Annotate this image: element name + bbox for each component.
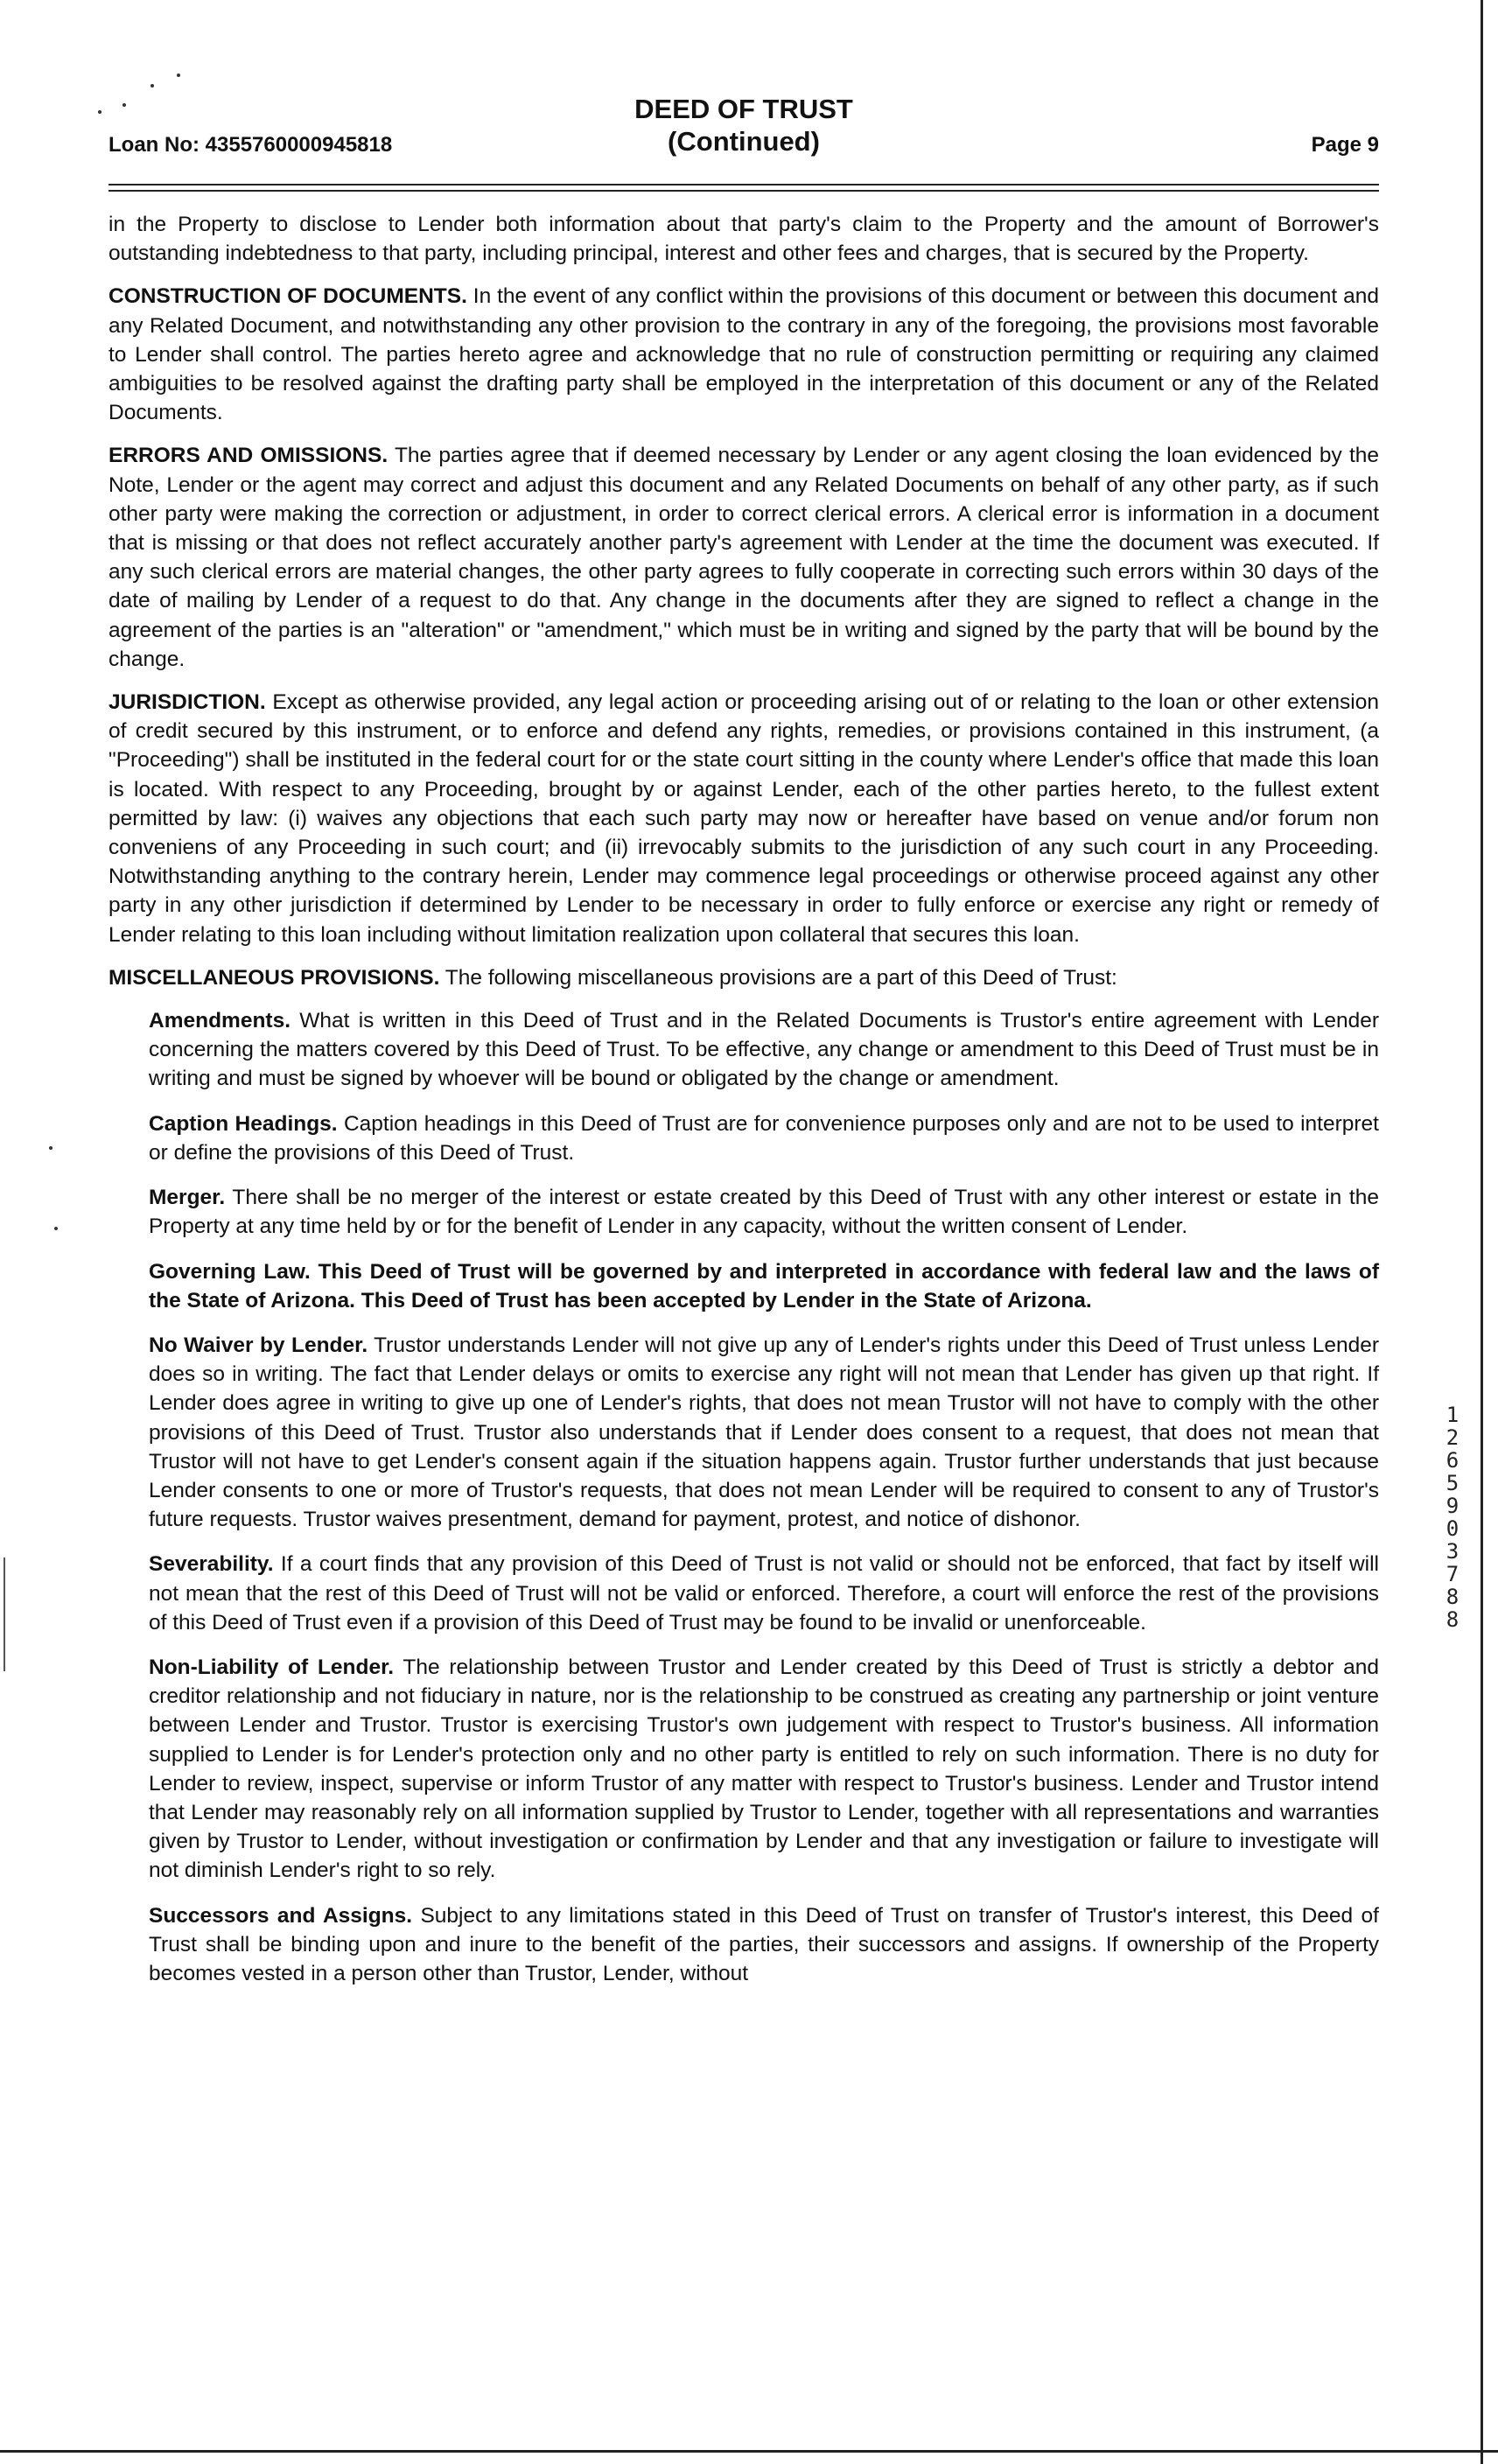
subsection-text: This Deed of Trust will be governed by and interpreted in accordance with federal law and the laws of the State of Arizona. This Deed of Trust has been accepted by Lender in the State of Arizona. (149, 1259, 1379, 1312)
stamp-digit: 8 (1446, 1585, 1460, 1609)
stamp-digit: 8 (1446, 1607, 1460, 1632)
loan-number: Loan No: 4355760000945818 (108, 133, 393, 157)
stamp-digit: 2 (1446, 1425, 1460, 1450)
section-miscellaneous (108, 963, 1379, 992)
subsection-text: Caption headings in this Deed of Trust are for convenience purposes only and are not to be used to interpret or define the provisions of this Deed of Trust. (149, 1111, 1379, 1165)
subsection-heading: Caption Headings. (149, 1111, 338, 1136)
subsection-heading: Amendments. (149, 1009, 291, 1033)
subsection-successors (149, 1901, 1379, 1989)
scan-edge-left (4, 1558, 5, 1671)
stamp-digit: 5 (1446, 1471, 1460, 1495)
section-heading: ERRORS AND OMISSIONS. (108, 444, 388, 468)
stamp-digit: 6 (1446, 1448, 1460, 1473)
subsection-amendments (149, 1006, 1379, 1094)
stamp-digit: 0 (1446, 1516, 1460, 1541)
subsection-heading: Severability. (149, 1552, 274, 1577)
subsection-text: The relationship between Trustor and Lender created by this Deed of Trust is strictly a debtor and creditor relationship and not fiduciary in nature, nor is the relationship to be construed as creating any partnership or joint venture between Lender and Trustor. Trustor is exercising Trustor's own judgement with respect to Trustor's business. All information supplied to Lender is for Lender's protection only and no other party is entitled to rely on such information. There is no duty for Lender to review, inspect, supervise or inform Trustor of any matter with respect to Trustor's business. Lender and Trustor intend that Lender may reasonably rely on all information supplied by Trustor to Lender, together with all representations and warranties given by Trustor to Lender, without investigation or confirmation by Lender and that any investigation or failure to investigate will not diminish Lender's right to so rely. (149, 1655, 1379, 1883)
paragraph-text: in the Property to disclose to Lender both information about that party's claim to the Property and the amount of Borrower's outstanding indebtedness to that party, including principal, interest and other fees and charges, that is secured by the Property. (108, 213, 1379, 266)
stamp-digit: 1 (1446, 1403, 1460, 1427)
section-text: Except as otherwise provided, any legal action or proceeding arising out of or relating to the loan or other extension of credit secured by this instrument, or to enforce and defend any rights, remedies, or provisions contained in this instrument, (a "Proceeding") shall be instituted in the federal court for or the state court sitting in the county where Lender's office that made this loan is located. With respect to any Proceeding, brought by or against Lender, each of the other parties hereto, to the fullest extent permitted by law: (i) waives any objections that each such party may now or hereafter have based on venue and/or forum non conveniens of any Proceeding in such court; and (ii) irrevocably submits to the jurisdiction of any such court in any Proceeding. Notwithstanding anything to the contrary herein, Lender may commence legal proceedings or otherwise proceed against any other party in any other jurisdiction if determined by Lender to be necessary in order to fully enforce or exercise any right or remedy of Lender relating to this loan including without limitation realization upon collateral that secures this loan. (108, 690, 1379, 947)
subsection-non-liability (149, 1653, 1379, 1886)
subsection-text: If a court finds that any provision of this Deed of Trust is not valid or should not be enforced, that fact by itself will not mean that the rest of this Deed of Trust will not be valid or enforced. Therefore, a court will enforce the rest of the provisions of this Deed of Trust even if a provision of this Deed of Trust may be found to be invalid or unenforceable. (149, 1552, 1379, 1634)
section-heading: CONSTRUCTION OF DOCUMENTS. (108, 284, 467, 309)
section-jurisdiction (108, 688, 1379, 949)
scan-edge-bottom (0, 2450, 1498, 2453)
subsection-text: What is written in this Deed of Trust and in the Related Documents is Trustor's entire agreement with Lender concerning the matters covered by this Deed of Trust. To be effective, any change or amendment to this Deed of Trust must be in writing and must be signed by whoever will be bound or obligated by the change or amendment. (149, 1009, 1379, 1091)
subtitle-line: (Continued) (668, 126, 820, 157)
subsection-text: Subject to any limitations stated in this Deed of Trust on transfer of Trustor's interest, this Deed of Trust shall be binding upon and inure to the benefit of the parties, their successors and assigns. If ownership of the Property becomes vested in a person other than Trustor, Lender, without (149, 1903, 1379, 1985)
subsection-heading: Non-Liability of Lender. (149, 1655, 395, 1679)
subsection-severability (149, 1550, 1379, 1637)
section-heading: MISCELLANEOUS PROVISIONS. (108, 965, 440, 990)
subsection-heading: Governing Law. (149, 1259, 311, 1284)
recording-stamp (1442, 1404, 1463, 1631)
title-line: DEED OF TRUST (634, 94, 853, 124)
section-text: In the event of any conflict within the provisions of this document or between this document and any Related Document, and notwithstanding any other provision to the contrary in any of the foregoing, the provisions most favorable to Lender shall control. The parties hereto agree and acknowledge that no rule of construction permitting or requiring any claimed ambiguities to be resolved against the drafting party shall be employed in the interpretation of this document or any of the Related Documents. (108, 284, 1379, 425)
subsection-caption-headings (149, 1110, 1379, 1167)
document-title (108, 93, 1379, 158)
subsection-heading: Successors and Assigns. (149, 1903, 413, 1928)
section-heading: JURISDICTION. (108, 690, 266, 715)
section-text: The following miscellaneous provisions are a part of this Deed of Trust: (439, 965, 1117, 990)
document-body (108, 210, 1379, 2004)
header-rule-bottom (108, 190, 1379, 192)
paragraph-continued (108, 210, 1379, 268)
page-header (108, 89, 1379, 168)
scan-edge-right (1480, 0, 1483, 2464)
subsection-text: Trustor understands Lender will not give up any of Lender's rights under this Deed of Trust unless Lender does so in writing. The fact that Lender delays or omits to exercise any right will not mean that Lender has given up that right. If Lender does agree in writing to give up one of Lender's rights, that does not mean Trustor will not have to comply with the other provisions of this Deed of Trust. Trustor also understands that if Lender does consent to a request, that does not mean that Trustor will not have to get Lender's consent again if the situation happens again. Trustor further understands that just because Lender consents to one or more of Trustor's requests, that does not mean Lender will be required to consent to any of Trustor's future requests. Trustor waives presentment, demand for payment, protest, and notice of dishonor. (149, 1333, 1379, 1532)
subsection-governing-law (149, 1257, 1379, 1315)
stamp-digit: 9 (1446, 1494, 1460, 1518)
section-construction (108, 282, 1379, 427)
stamp-digit: 3 (1446, 1539, 1460, 1564)
header-rule-top (108, 184, 1379, 186)
subsection-text: There shall be no merger of the interest or estate created by this Deed of Trust with any other interest or estate in the Property at any time held by or for the benefit of Lender in any capacity, without the written consent of Lender. (149, 1186, 1379, 1239)
subsection-no-waiver (149, 1331, 1379, 1534)
page-number: Page 9 (1311, 133, 1379, 157)
section-errors (108, 441, 1379, 674)
section-text: The parties agree that if deemed necessary by Lender or any agent closing the loan evidenced by the Note, Lender or the agent may correct and adjust this document and any Related Documents on behalf of any other party, as if such other party were making the correction or adjustment, in order to correct clerical errors. A clerical error is information in a document that is missing or that does not reflect accurately another party's agreement with Lender at the time the document was executed. If any such clerical errors are material changes, the other party agrees to fully cooperate in correcting such errors within 30 days of the date of mailing by Lender of a request to do that. Any change in the documents after they are signed to reflect a change in the agreement of the parties is an "alteration" or "amendment," which must be in writing and signed by the party that will be bound by the change. (108, 444, 1380, 671)
subsection-heading: No Waiver by Lender. (149, 1333, 368, 1357)
subsection-merger (149, 1183, 1379, 1241)
subsection-heading: Merger. (149, 1186, 226, 1210)
stamp-digit: 7 (1446, 1562, 1460, 1586)
